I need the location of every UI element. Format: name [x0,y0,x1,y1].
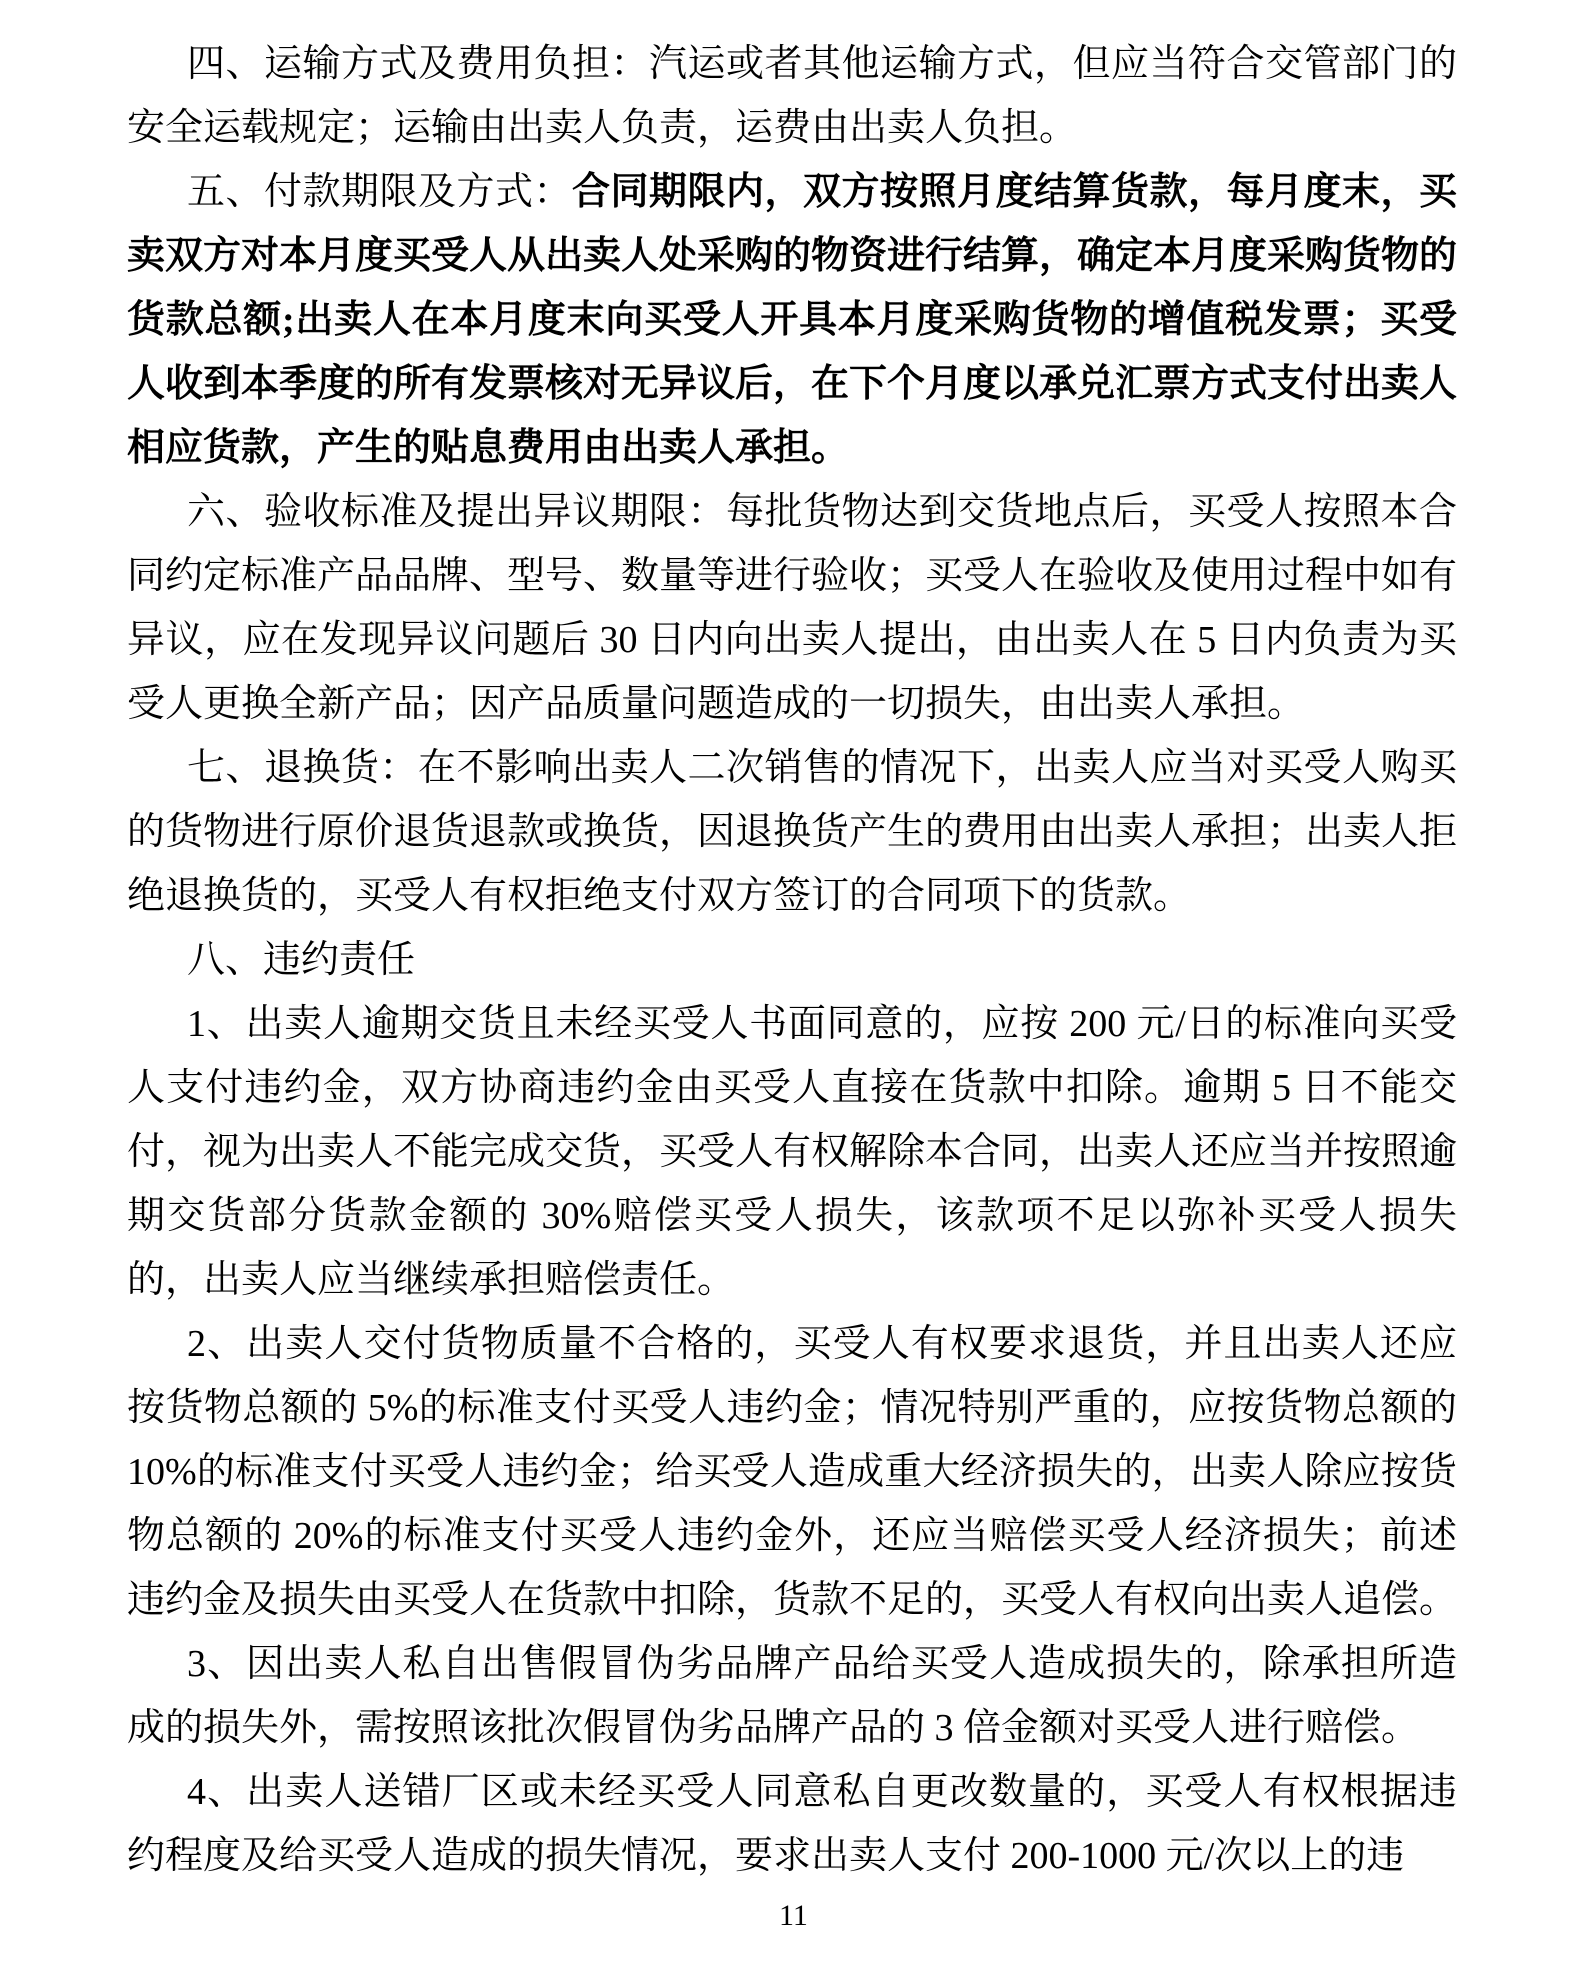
clause-payment-heading: 五、付款期限及方式： [187,171,572,213]
clause-returns-text: 七、退换货：在不影响出卖人二次销售的情况下，出卖人应当对买受人购买的货物进行原价退货退款或换货，因退换货产生的费用由出卖人承担；出卖人拒绝退换货的，买受人有权拒绝支付双方签订的合同项下的货款。 [127,747,1458,917]
clause-transport-text: 四、运输方式及费用负担：汽运或者其他运输方式，但应当符合交管部门的安全运载规定；运输由出卖人负责，运费由出卖人负担。 [127,43,1457,149]
clause-payment-emphasized-text: 合同期限内，双方按照月度结算货款，每月度末，买卖双方对本月度买受人从出卖人处采购的物资进行结算，确定本月度采购货物的货款总额;出卖人在本月度末向买受人开具本月度采购货物的增值税发票；买受人收到本季度的所有发票核对无异议后，在下个月度以承兑汇票方式支付出卖人相应货款，产生的贴息费用由出卖人承担。 [127,171,1458,469]
breach-item-2 [127,1312,1457,1632]
clause-acceptance-text: 六、验收标准及提出异议期限：每批货物达到交货地点后，买受人按照本合同约定标准产品品牌、型号、数量等进行验收；买受人在验收及使用过程中如有异议，应在发现异议问题后 30 日内向出卖人提出，由出卖人在 5 日内负责为买受人更换全新产品；因产品质量问题造成的一切损失，由出卖人承担。 [127,491,1458,725]
clause-acceptance [127,480,1457,736]
clause-breach-heading [127,928,1457,992]
breach-item-4 [127,1760,1457,1888]
clause-returns [127,736,1457,928]
page-footer [0,1896,1587,1936]
clause-payment [127,160,1457,480]
clause-transport [127,32,1457,160]
breach-item-1 [127,992,1457,1312]
breach-item-4-text: 4、出卖人送错厂区或未经买受人同意私自更改数量的，买受人有权根据违约程度及给买受人造成的损失情况，要求出卖人支付 200-1000 元/次以上的违 [127,1771,1457,1877]
breach-item-3 [127,1632,1457,1760]
clause-breach-heading-text: 八、违约责任 [187,939,416,981]
contract-text-body [127,32,1457,1888]
breach-item-2-text: 2、出卖人交付货物质量不合格的，买受人有权要求退货，并且出卖人还应按货物总额的 5%的标准支付买受人违约金；情况特别严重的，应按货物总额的 10%的标准支付买受人违约金；给买受人造成重大经济损失的，出卖人除应按货物总额的 20%的标准支付买受人违约金外，还应当赔偿买受人经济损失；前述违约金及损失由买受人在货款中扣除，货款不足的，买受人有权向出卖人追偿。 [127,1323,1458,1621]
breach-item-1-text: 1、出卖人逾期交货且未经买受人书面同意的，应按 200 元/日的标准向买受人支付违约金，双方协商违约金由买受人直接在货款中扣除。逾期 5 日不能交付，视为出卖人不能完成交货，买受人有权解除本合同，出卖人还应当并按照逾期交货部分货款金额的 30%赔偿买受人损失，该款项不足以弥补买受人损失的，出卖人应当继续承担赔偿责任。 [127,1003,1458,1301]
page-number: 11 [779,1899,808,1932]
breach-item-3-text: 3、因出卖人私自出售假冒伪劣品牌产品给买受人造成损失的，除承担所造成的损失外，需按照该批次假冒伪劣品牌产品的 3 倍金额对买受人进行赔偿。 [127,1643,1457,1749]
